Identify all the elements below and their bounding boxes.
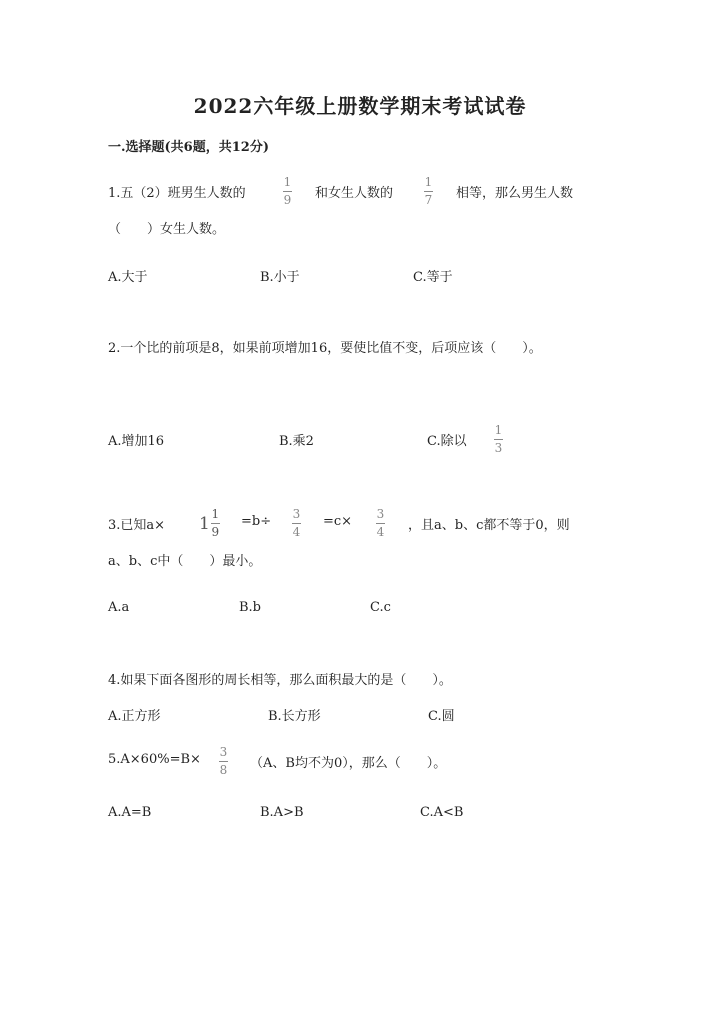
q3-text-part2: =b÷ xyxy=(241,514,272,529)
q5-option-c[interactable]: C.A<B xyxy=(420,805,464,820)
fraction-bar xyxy=(211,523,220,524)
numerator: 3 xyxy=(219,745,228,759)
denominator: 8 xyxy=(219,763,228,777)
q5-option-b[interactable]: B.A>B xyxy=(260,805,304,820)
denominator: 3 xyxy=(494,441,503,455)
q1-text-line2: （ ）女生人数。 xyxy=(108,222,226,237)
q1-option-c[interactable]: C.等于 xyxy=(413,270,453,285)
q3-text-part3: =c× xyxy=(323,514,353,529)
numerator: 3 xyxy=(292,507,301,521)
q1-fraction-2 xyxy=(424,176,433,207)
q5-text-part1: 5.A×60%=B× xyxy=(108,752,201,767)
q4-text: 4.如果下面各图形的周长相等，那么面积最大的是（ ）。 xyxy=(108,673,452,688)
fraction-bar xyxy=(292,523,301,524)
q2-text: 2.一个比的前项是8，如果前项增加16，要使比值不变，后项应该（ ）。 xyxy=(108,341,542,356)
fraction-bar xyxy=(424,191,433,192)
q5-text-part2: （A、B均不为0），那么（ ）。 xyxy=(250,756,447,771)
q3-option-c[interactable]: C.c xyxy=(370,600,391,615)
q2-option-c[interactable]: C.除以 xyxy=(427,434,467,449)
q2-option-b[interactable]: B.乘2 xyxy=(279,434,314,449)
q4-option-a[interactable]: A.正方形 xyxy=(108,709,161,724)
fraction-bar xyxy=(283,191,292,192)
denominator: 7 xyxy=(424,193,433,207)
numerator: 3 xyxy=(376,507,385,521)
fraction-bar xyxy=(219,761,228,762)
q2-option-a[interactable]: A.增加16 xyxy=(108,434,165,449)
q1-fraction-1 xyxy=(283,176,292,207)
q1-option-b[interactable]: B.小于 xyxy=(260,270,300,285)
q4-option-c[interactable]: C.圆 xyxy=(428,709,455,724)
denominator: 4 xyxy=(292,525,301,539)
q1-option-a[interactable]: A.大于 xyxy=(108,270,148,285)
denominator: 9 xyxy=(283,193,292,207)
denominator: 4 xyxy=(376,525,385,539)
q1-text-part3: 相等，那么男生人数 xyxy=(456,186,574,201)
numerator: 1 xyxy=(494,423,503,437)
page-title: 2022六年级上册数学期末考试试卷 xyxy=(193,94,527,118)
q3-fraction-2 xyxy=(376,508,385,539)
fraction-part xyxy=(211,508,220,539)
q1-text-part2: 和女生人数的 xyxy=(315,186,394,201)
q1-text-part1: 1.五（2）班男生人数的 xyxy=(108,186,246,201)
whole-part: 1 xyxy=(199,513,210,534)
fraction-bar xyxy=(376,523,385,524)
denominator: 9 xyxy=(211,525,220,539)
q4-option-b[interactable]: B.长方形 xyxy=(268,709,321,724)
q3-text-part1: 3.已知a× xyxy=(108,518,166,533)
numerator: 1 xyxy=(424,175,433,189)
q5-option-a[interactable]: A.A=B xyxy=(108,805,152,820)
q3-mixed-number xyxy=(199,508,220,539)
q2-option-c-fraction xyxy=(494,424,503,455)
section-heading: 一.选择题(共6题，共12分) xyxy=(108,140,269,155)
q5-fraction xyxy=(219,746,228,777)
fraction-bar xyxy=(494,439,503,440)
q3-option-b[interactable]: B.b xyxy=(239,600,262,615)
q3-fraction-1 xyxy=(292,508,301,539)
q3-text-part4: ，且a、b、c都不等于0，则 xyxy=(408,518,570,533)
q3-option-a[interactable]: A.a xyxy=(108,600,130,615)
q3-text-line2: a、b、c中（ ）最小。 xyxy=(108,554,262,569)
numerator: 1 xyxy=(211,507,220,521)
numerator: 1 xyxy=(283,175,292,189)
